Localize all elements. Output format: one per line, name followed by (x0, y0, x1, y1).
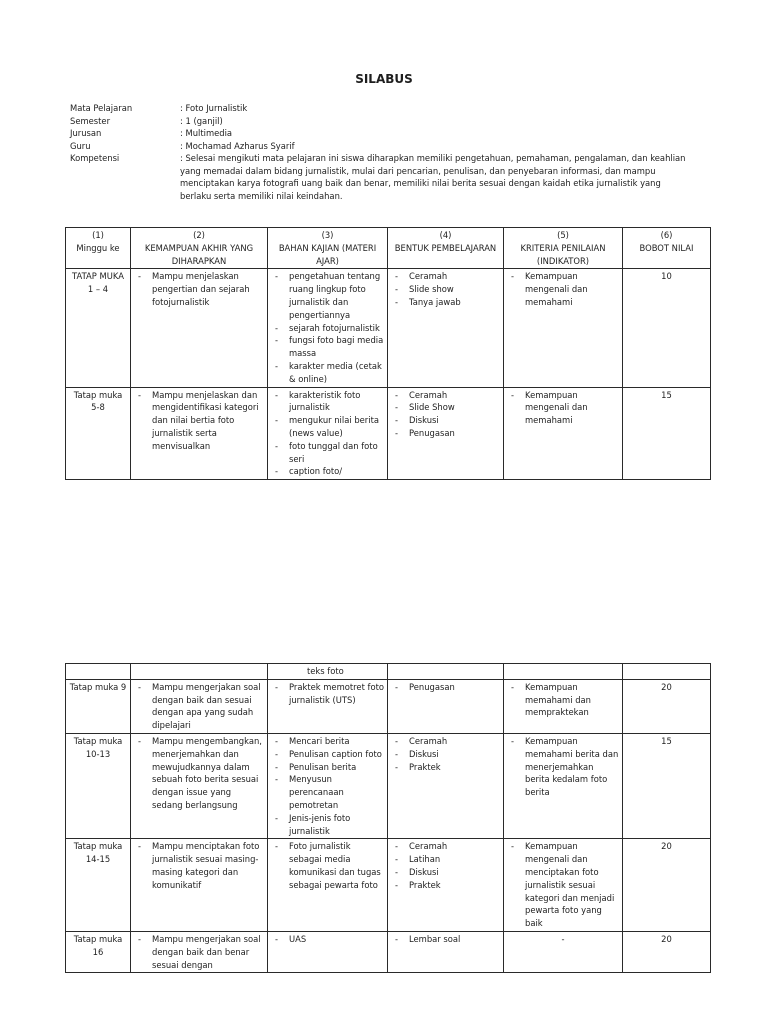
bullet-list (271, 840, 384, 891)
meta-row-subject (70, 102, 710, 115)
cell-bobot: 10 (623, 269, 711, 387)
cell-bobot: 20 (623, 679, 711, 733)
cell-bahan-continuation: teks foto (268, 664, 388, 680)
cell-bentuk (388, 387, 504, 480)
cell-week: Tatap muka 9 (66, 679, 131, 733)
meta-label: Kompetensi (70, 153, 120, 163)
cell-bahan (268, 679, 388, 733)
bullet-list (134, 270, 264, 308)
list-item: - Slide show (391, 283, 500, 296)
list-item: - karakter media (cetak & online) (271, 360, 384, 386)
bullet-list (507, 681, 619, 719)
header-kriteria: (5) KRITERIA PENILAIAN (INDIKATOR) (504, 228, 623, 269)
list-item: - Kemampuan mengenali dan memahami (507, 389, 619, 427)
bullet-list (134, 840, 264, 891)
list-item: - Mampu menjelaskan dan mengidentifikasi kategori dan nilai bertia foto jurnalistik serta menvisualkan (134, 389, 264, 453)
bullet-list (391, 681, 500, 694)
list-item: - Diskusi (391, 414, 500, 427)
table-row (66, 733, 711, 838)
bullet-list (391, 389, 500, 440)
list-item: - Ceramah (391, 270, 500, 283)
meta-row-competency (70, 152, 710, 165)
list-item: - Ceramah (391, 389, 500, 402)
bullet-list (507, 270, 619, 308)
cell-kemampuan (131, 679, 268, 733)
bullet-list (134, 389, 264, 453)
list-item: - foto tunggal dan foto seri (271, 440, 384, 466)
table-row (66, 931, 711, 972)
list-item: - Tanya jawab (391, 296, 500, 309)
meta-row-semester (70, 115, 710, 128)
cell-bobot: 20 (623, 839, 711, 932)
cell-bentuk (388, 931, 504, 972)
list-item: - Penugasan (391, 681, 500, 694)
cell-week: Tatap muka 10-13 (66, 733, 131, 838)
kriteria-text: - (561, 933, 565, 944)
meta-label: Guru (70, 140, 91, 151)
cell-kriteria (504, 387, 623, 480)
bullet-list (507, 389, 619, 427)
table-header-row (66, 228, 711, 269)
cell-bahan (268, 387, 388, 480)
bullet-list (391, 270, 500, 308)
meta-label: Jurusan (70, 128, 102, 138)
cell-week: Tatap muka 16 (66, 931, 131, 972)
list-item: - Slide Show (391, 401, 500, 414)
competency-continuation: berlaku serta memiliki nilai keindahan. (180, 190, 343, 201)
list-item: - Praktek (391, 879, 500, 892)
cell-bentuk (388, 839, 504, 932)
document-title: SILABUS (355, 72, 413, 86)
cell-kemampuan (131, 839, 268, 932)
list-item: - UAS (271, 933, 384, 946)
competency-continuation: menciptakan karya fotografi uang baik dan benar, memiliki nilai berita sesuai dengan kaidah etika jurnalistik yang (180, 178, 661, 188)
bullet-list (507, 840, 619, 930)
list-item: - Kemampuan mengenali dan menciptakan foto jurnalistik sesuai kategori dan menjadi pewarta foto yang baik (507, 840, 619, 930)
list-item: - Mampu menjelaskan pengertian dan sejarah fotojurnalistik (134, 270, 264, 308)
cell-week: Tatap muka 5-8 (66, 387, 131, 480)
table-row-continuation (66, 664, 711, 680)
syllabus-meta (70, 102, 710, 202)
cell-bentuk (388, 269, 504, 387)
cell-kemampuan (131, 733, 268, 838)
meta-value: : Selesai mengikuti mata pelajaran ini siswa diharapkan memiliki pengetahuan, pemahaman, pengalaman, dan keahlian (180, 153, 686, 163)
list-item: - pengetahuan tentang ruang lingkup foto jurnalistik dan pengertiannya (271, 270, 384, 321)
list-item: - Lembar soal (391, 933, 500, 946)
bullet-list (507, 735, 619, 799)
list-item: - fungsi foto bagi media massa (271, 334, 384, 360)
cell-bobot: 15 (623, 387, 711, 480)
list-item: - Kemampuan memahami berita dan menerjemahkan berita kedalam foto berita (507, 735, 619, 799)
meta-value: : Multimedia (180, 128, 233, 138)
cell-kriteria (504, 931, 623, 972)
header-kemampuan: (2) KEMAMPUAN AKHIR YANG DIHARAPKAN (131, 228, 268, 269)
cell-bobot: 15 (623, 733, 711, 838)
list-item: - Foto jurnalistik sebagai media komunikasi dan tugas sebagai pewarta foto (271, 840, 384, 891)
meta-value: : Foto Jurnalistik (180, 103, 248, 113)
bullet-list (391, 933, 500, 946)
list-item: - Menyusun perencanaan pemotretan (271, 773, 384, 811)
cell-bentuk (388, 733, 504, 838)
list-item: - Praktek memotret foto jurnalistik (UTS) (271, 681, 384, 707)
bullet-list (271, 389, 384, 479)
meta-value: : 1 (ganjil) (180, 115, 223, 126)
list-item: - Ceramah (391, 840, 500, 853)
list-item: - Mampu mengerjakan soal dengan baik dan benar sesuai dengan (134, 933, 264, 971)
meta-value: : Mochamad Azharus Syarif (180, 140, 295, 151)
cell-kriteria (504, 733, 623, 838)
list-item: - Mampu mengerjakan soal dengan baik dan sesuai dengan apa yang sudah dipelajari (134, 681, 264, 732)
list-item: - caption foto/ (271, 465, 384, 478)
header-week: (1) Minggu ke (66, 228, 131, 269)
list-item: - Penulisan berita (271, 761, 384, 774)
cell-kriteria (504, 679, 623, 733)
bullet-list (391, 735, 500, 773)
header-bentuk: (4) BENTUK PEMBELAJARAN (388, 228, 504, 269)
cell-kriteria (504, 269, 623, 387)
meta-label: Mata Pelajaran (70, 103, 133, 113)
list-item: - Penugasan (391, 427, 500, 440)
list-item: - mengukur nilai berita (news value) (271, 414, 384, 440)
header-bahan: (3) BAHAN KAJIAN (MATERI AJAR) (268, 228, 388, 269)
list-item: - Ceramah (391, 735, 500, 748)
list-item: - Kemampuan memahami dan mempraktekan (507, 681, 619, 719)
syllabus-table-page1 (65, 227, 711, 480)
cell-bahan (268, 931, 388, 972)
cell-kemampuan (131, 269, 268, 387)
list-item: - Diskusi (391, 866, 500, 879)
bullet-list (271, 735, 384, 837)
bullet-list (271, 681, 384, 707)
list-item: - Diskusi (391, 748, 500, 761)
cell-kemampuan (131, 387, 268, 480)
cell-bahan (268, 733, 388, 838)
list-item: - Penulisan caption foto (271, 748, 384, 761)
syllabus-table-page2 (65, 663, 711, 973)
list-item: - sejarah fotojurnalistik (271, 322, 384, 335)
list-item: - Mencari berita (271, 735, 384, 748)
meta-row-department (70, 127, 710, 140)
cell-bobot: 20 (623, 931, 711, 972)
meta-row-teacher (70, 140, 710, 153)
bullet-list (134, 933, 264, 971)
bullet-list (271, 270, 384, 385)
list-item: - Latihan (391, 853, 500, 866)
header-bobot: (6) BOBOT NILAI (623, 228, 711, 269)
meta-label: Semester (70, 115, 111, 126)
cell-kriteria (504, 839, 623, 932)
list-item: - Kemampuan mengenali dan memahami (507, 270, 619, 308)
cell-week: TATAP MUKA 1 – 4 (66, 269, 131, 387)
bullet-list (271, 933, 384, 946)
bullet-list (391, 840, 500, 891)
list-item: - Mampu menciptakan foto jurnalistik sesuai masing-masing kategori dan komunikatif (134, 840, 264, 891)
list-item: - Mampu mengembangkan, menerjemahkan dan mewujudkannya dalam sebuah foto berita sesuai dengan issue yang sedang berlangsung (134, 735, 264, 812)
competency-continuation: yang memadai dalam bidang jurnalistik, mulai dari pencarian, penulisan, dan penyebaran informasi, dan mampu (180, 165, 656, 176)
cell-bahan (268, 839, 388, 932)
table-row (66, 679, 711, 733)
list-item: - karakteristik foto jurnalistik (271, 389, 384, 415)
bullet-list (134, 735, 264, 812)
cell-bentuk (388, 679, 504, 733)
table-row (66, 839, 711, 932)
cell-bahan (268, 269, 388, 387)
list-item: - Praktek (391, 761, 500, 774)
list-item: - Jenis-jenis foto jurnalistik (271, 812, 384, 838)
bullet-list (134, 681, 264, 732)
table-row (66, 387, 711, 480)
cell-kemampuan (131, 931, 268, 972)
table-row (66, 269, 711, 387)
cell-week: Tatap muka 14-15 (66, 839, 131, 932)
